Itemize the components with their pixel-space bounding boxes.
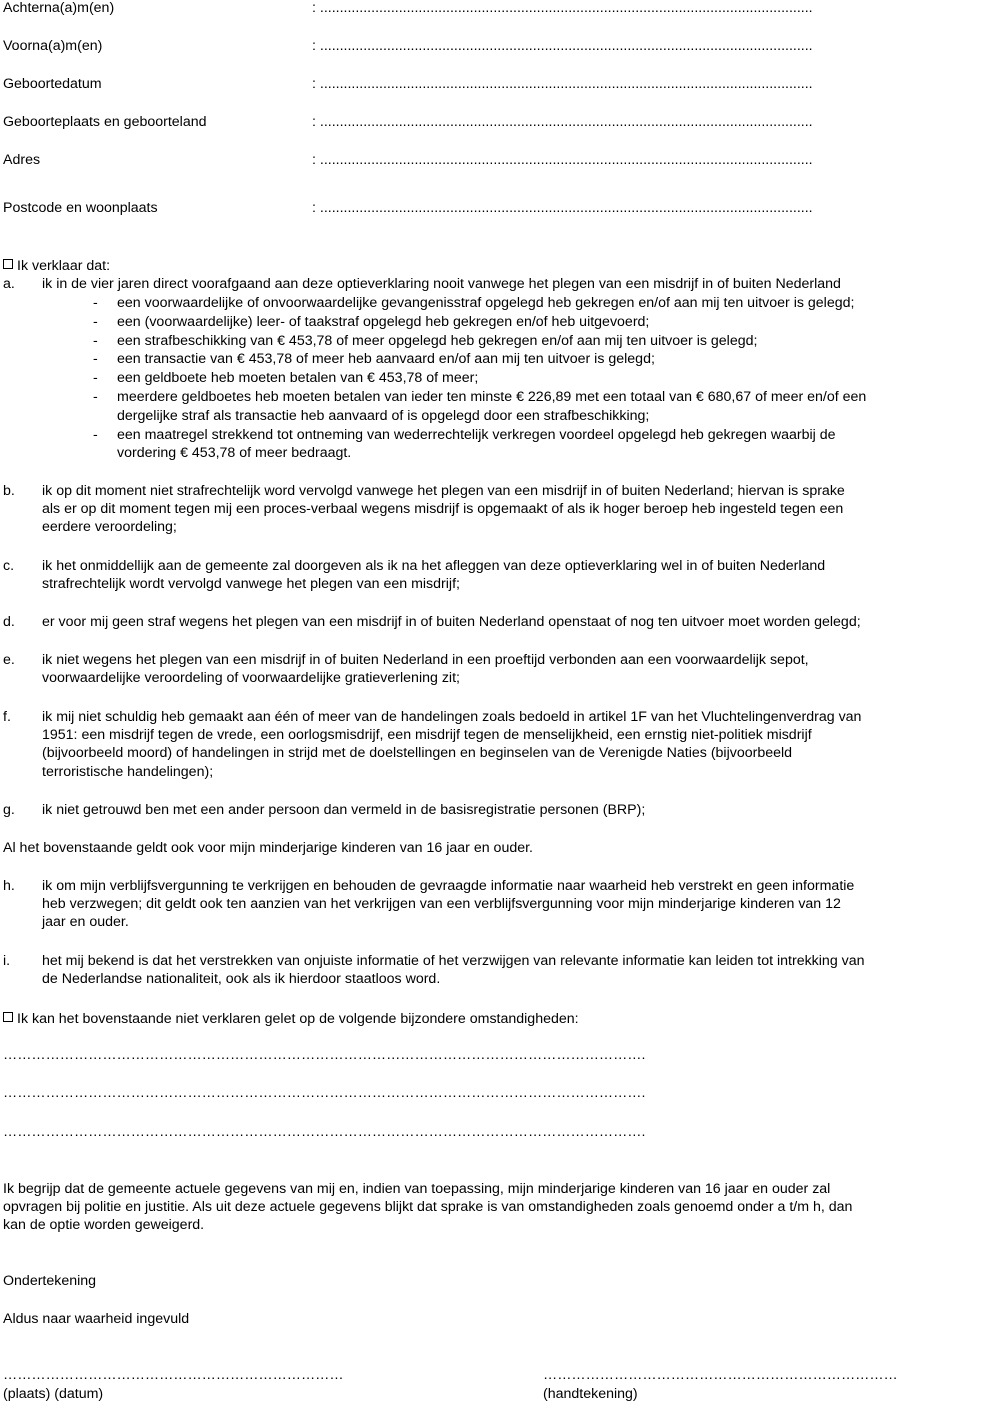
bullet-dash: - bbox=[93, 313, 98, 330]
item-text: ik niet getrouwd ben met een ander persoon dan vermeld in de basisregistratie personen (BRP); bbox=[42, 802, 646, 818]
bullet-text: een maatregel strekkend tot ontneming van wederrechtelijk verkregen voordeel opgelegd heb gekregen waarbij de bbox=[117, 426, 836, 443]
field-label-postcode: Postcode en woonplaats bbox=[3, 200, 158, 216]
item-text: strafrechtelijk wordt vervolgd vanwege het plegen van een misdrijf; bbox=[42, 576, 460, 593]
item-text: voorwaardelijke veroordeling of voorwaardelijke gratieverlening zit; bbox=[42, 670, 460, 687]
item-text: terroristische handelingen); bbox=[42, 763, 214, 780]
item-text: ik het onmiddellijk aan de gemeente zal doorgeven als ik na het afleggen van deze optieverklaring wel in of buiten Nederland bbox=[42, 558, 826, 574]
signature-line[interactable]: ………………………………………………………………… bbox=[543, 1367, 898, 1383]
closing-line-1: Ik begrijp dat de gemeente actuele gegevens van mij en, indien van toepassing, mijn minderjarige kinderen van 16 jaar en ouder zal bbox=[3, 1181, 831, 1197]
item-text: ik om mijn verblijfsvergunning te verkrijgen en behouden de gevraagde informatie naar waarheid heb verstrekt en geen informatie bbox=[42, 878, 855, 894]
declare-checkbox[interactable] bbox=[3, 259, 13, 269]
field-input-postcode[interactable]: : ............................................................................................................................. bbox=[312, 200, 813, 216]
bullet-dash: - bbox=[93, 351, 98, 368]
field-input-firstname[interactable]: : ............................................................................................................................. bbox=[312, 38, 813, 54]
item-letter: d. bbox=[3, 614, 15, 630]
item-text: de Nederlandse nationaliteit, ook als ik hierdoor staatloos word. bbox=[42, 971, 441, 988]
item-text: het mij bekend is dat het verstrekken van onjuiste informatie of het verzwijgen van relevante informatie kan leiden tot intrekking van bbox=[42, 953, 865, 969]
item-letter: b. bbox=[3, 483, 15, 499]
declare-row bbox=[3, 258, 110, 274]
field-input-address[interactable]: : ............................................................................................................................. bbox=[312, 152, 813, 168]
bullet-text: vordering € 453,78 of meer bedraagt. bbox=[117, 445, 352, 462]
bullet-text: een strafbeschikking van € 453,78 of meer opgelegd heb gekregen en/of aan mij ten uitvoer is gelegd; bbox=[117, 332, 758, 349]
item-letter: c. bbox=[3, 558, 15, 574]
bullet-text: een geldboete heb moeten betalen van € 453,78 of meer; bbox=[117, 370, 479, 387]
item-text: er voor mij geen straf wegens het plegen van een misdrijf in of buiten Nederland openstaat of nog ten uitvoer moet worden gelegd; bbox=[42, 614, 861, 630]
cannot-declare-row bbox=[3, 1011, 579, 1027]
item-letter: h. bbox=[3, 878, 15, 894]
cannot-declare-text: Ik kan het bovenstaande niet verklaren gelet op de volgende bijzondere omstandigheden: bbox=[17, 1011, 579, 1027]
item-text: 1951: een misdrijf tegen de vrede, een oorlogsmisdrijf, een misdrijf tegen de menselijkheid, een ernstig niet-politiek misdrijf bbox=[42, 727, 812, 744]
bullet-text: een (voorwaardelijke) leer- of taakstraf opgelegd heb gekregen en/of heb uitgevoerd; bbox=[117, 313, 650, 330]
bullet-text: een transactie van € 453,78 of meer heb aanvaard en/of aan mij ten uitvoer is gelegd; bbox=[117, 351, 655, 368]
circumstances-line-3[interactable]: ………………………………………………………………………………………………………………………. bbox=[3, 1124, 646, 1140]
bullet-text: meerdere geldboetes heb moeten betalen van ieder ten minste € 226,89 met een totaal van € 680,67 of meer en/of een bbox=[117, 389, 867, 405]
declare-intro: Ik verklaar dat: bbox=[17, 258, 111, 274]
circumstances-line-2[interactable]: ………………………………………………………………………………………………………………………. bbox=[3, 1085, 646, 1101]
field-label-firstname: Voorna(a)m(en) bbox=[3, 38, 103, 54]
item-text: eerdere veroordeling; bbox=[42, 519, 177, 536]
item-text: ik mij niet schuldig heb gemaakt aan één of meer van de handelingen zoals bedoeld in artikel 1F van het Vluchtelingenverdrag van bbox=[42, 709, 862, 725]
closing-line-3: kan de optie worden geweigerd. bbox=[3, 1217, 205, 1233]
signing-heading: Ondertekening bbox=[3, 1273, 97, 1289]
truthfully-text: Aldus naar waarheid ingevuld bbox=[3, 1311, 190, 1327]
bullet-text: een voorwaardelijke of onvoorwaardelijke gevangenisstraf opgelegd heb gekregen en/of aan mij ten uitvoer is gelegd; bbox=[117, 295, 855, 311]
bullet-dash: - bbox=[93, 370, 98, 387]
item-text: heb verzwegen; dit geldt ook ten aanzien van het verkrijgen van een verblijfsvergunning voor mijn minderjarige kinderen van 12 bbox=[42, 896, 841, 913]
item-text: (bijvoorbeeld moord) of handelingen in strijd met de doelstellingen en beginselen van de Verenigde Naties (bijvoorbeeld bbox=[42, 745, 793, 762]
field-input-birthplace[interactable]: : ............................................................................................................................. bbox=[312, 114, 813, 130]
children-note: Al het bovenstaande geldt ook voor mijn minderjarige kinderen van 16 jaar en ouder. bbox=[3, 840, 534, 856]
item-letter: i. bbox=[3, 953, 11, 969]
item-letter: e. bbox=[3, 652, 15, 668]
field-label-address: Adres bbox=[3, 152, 41, 168]
place-date-line[interactable]: ……………………………………………………………… bbox=[3, 1367, 344, 1383]
signature-label: (handtekening) bbox=[543, 1386, 638, 1402]
bullet-dash: - bbox=[93, 389, 98, 405]
item-text: als er op dit moment tegen mij een proces-verbaal wegens misdrijf is opgemaakt of als ik hoger beroep heb ingesteld tegen een bbox=[42, 501, 844, 518]
bullet-text: dergelijke straf als transactie heb aanvaard of is opgelegd door een strafbeschikking; bbox=[117, 407, 650, 424]
item-text: ik op dit moment niet strafrechtelijk word vervolgd vanwege het plegen van een misdrijf in of buiten Nederland; hiervan is sprake bbox=[42, 483, 845, 499]
item-letter: g. bbox=[3, 802, 15, 818]
item-letter: f. bbox=[3, 709, 11, 725]
item-letter: a. bbox=[3, 276, 15, 292]
place-date-label: (plaats) (datum) bbox=[3, 1386, 104, 1402]
field-input-birthdate[interactable]: : ............................................................................................................................. bbox=[312, 76, 813, 92]
field-label-surname: Achterna(a)m(en) bbox=[3, 0, 115, 16]
bullet-dash: - bbox=[93, 295, 98, 311]
field-label-birthplace: Geboorteplaats en geboorteland bbox=[3, 114, 207, 130]
field-input-surname[interactable]: : ............................................................................................................................. bbox=[312, 0, 813, 16]
circumstances-line-1[interactable]: ………………………………………………………………………………………………………………………. bbox=[3, 1047, 646, 1063]
item-text: jaar en ouder. bbox=[42, 914, 129, 931]
bullet-dash: - bbox=[93, 426, 98, 443]
item-text: ik in de vier jaren direct voorafgaand aan deze optieverklaring nooit vanwege het plegen van een misdrijf in of buiten Nederland bbox=[42, 276, 841, 292]
bullet-dash: - bbox=[93, 332, 98, 349]
cannot-declare-checkbox[interactable] bbox=[3, 1012, 13, 1022]
closing-line-2: opvragen bij politie en justitie. Als uit deze actuele gegevens blijkt dat sprake is van omstandigheden zoals genoemd onder a t/m h, dan bbox=[3, 1199, 853, 1215]
field-label-birthdate: Geboortedatum bbox=[3, 76, 102, 92]
item-text: ik niet wegens het plegen van een misdrijf in of buiten Nederland in een proeftijd verbonden aan een voorwaardelijk sepot, bbox=[42, 652, 809, 668]
